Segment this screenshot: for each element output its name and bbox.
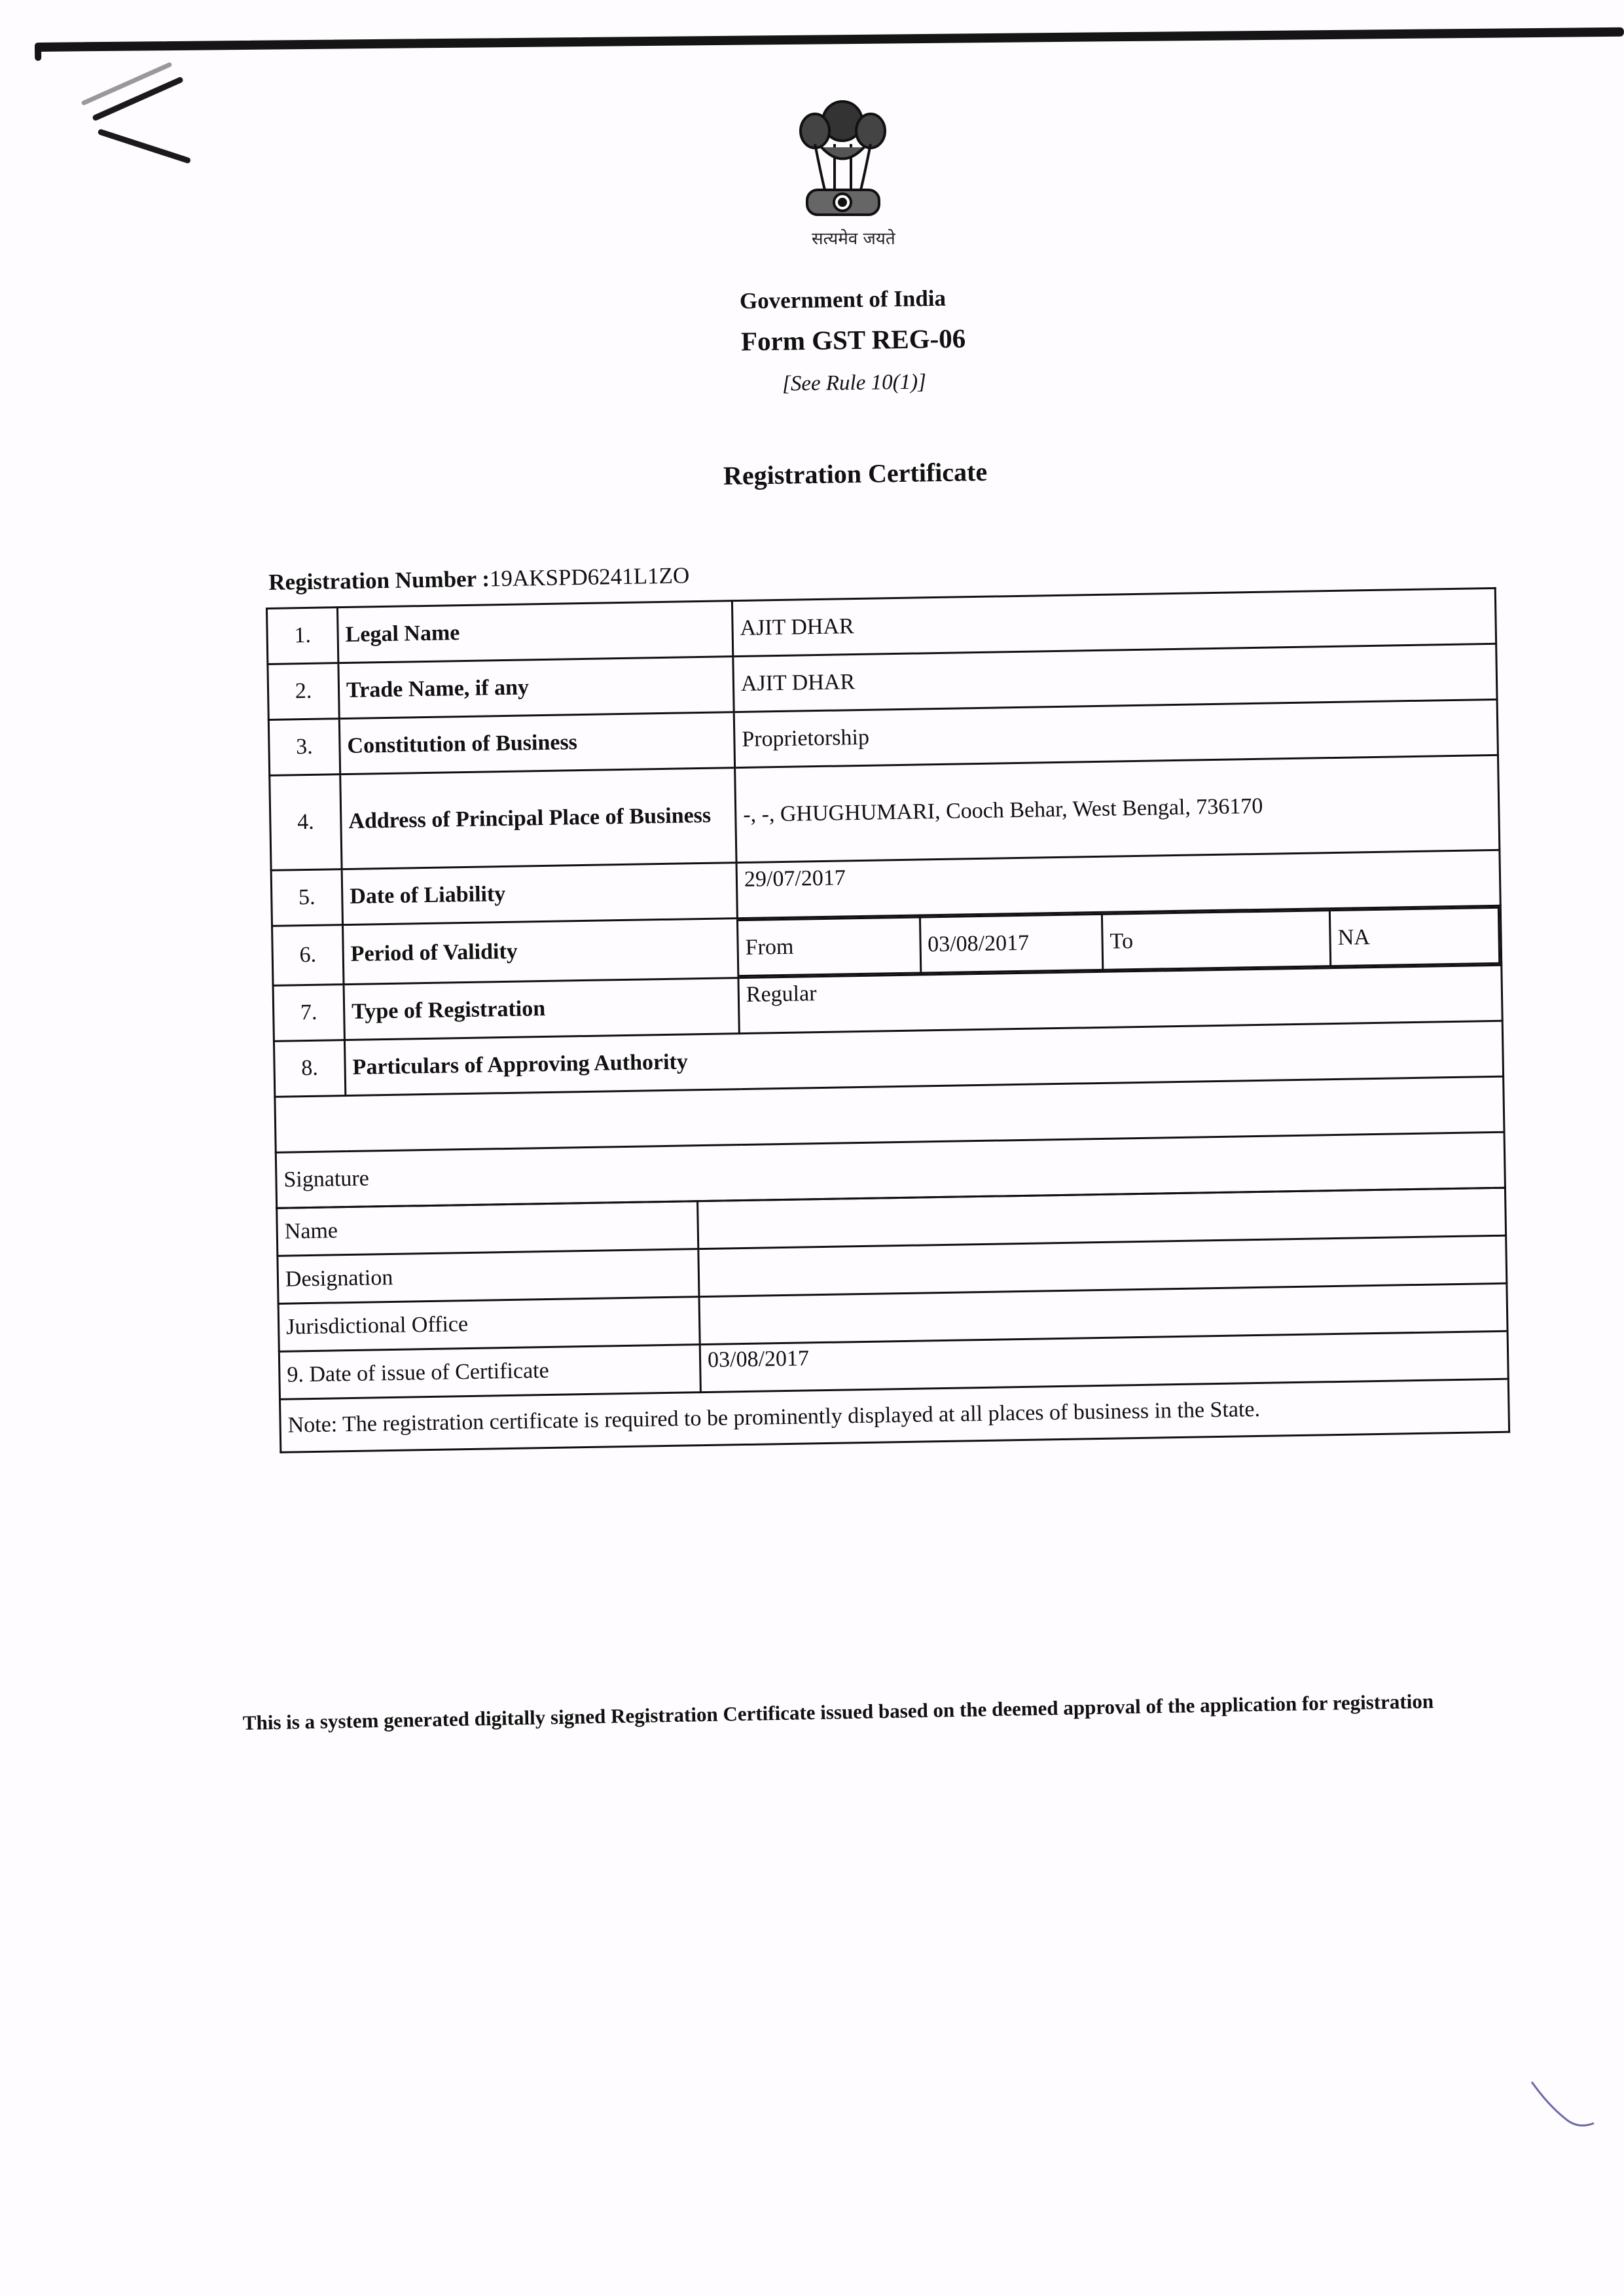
registration-type-value: Regular	[738, 965, 1502, 1033]
row-number: 5.	[271, 869, 342, 926]
display-note: Note: The registration certificate is required to be prominently displayed at all places of business in the State.	[280, 1379, 1509, 1452]
row-number: 1.	[266, 608, 338, 665]
designation-label: Designation	[278, 1249, 699, 1304]
address-value: -, -, GHUGHUMARI, Cooch Behar, West Bengal, 736170	[735, 755, 1500, 862]
constitution-value: Proprietorship	[734, 699, 1498, 767]
handwritten-tick-mark	[81, 62, 173, 105]
government-heading: Government of India	[739, 285, 947, 314]
jurisdictional-office-label: Jurisdictional Office	[278, 1297, 700, 1352]
form-title: Form GST REG-06	[740, 323, 966, 357]
row-number: 2.	[268, 663, 339, 720]
row-label: Legal Name	[337, 601, 732, 663]
issue-date-value: 03/08/2017	[700, 1331, 1508, 1392]
row-label: Address of Principal Place of Business	[340, 768, 736, 869]
date-of-liability-value: 29/07/2017	[736, 850, 1500, 918]
system-generated-footer: This is a system generated digitally signed Registration Certificate issued based on the deemed approval of the application for registration	[242, 1689, 1434, 1734]
row-number: 8.	[274, 1040, 345, 1097]
row-label: Particulars of Approving Authority	[344, 1021, 1503, 1095]
scan-border-line	[36, 27, 1624, 52]
issue-date-label: 9. Date of issue of Certificate	[279, 1345, 700, 1400]
handwritten-tick-mark	[92, 76, 184, 121]
certificate-body	[265, 549, 1510, 1453]
validity-to-label: To	[1102, 911, 1331, 970]
row-label: Period of Validity	[343, 919, 738, 985]
row-label: Date of Liability	[342, 863, 737, 925]
registration-details-table	[266, 587, 1506, 1209]
approving-authority-table	[276, 1187, 1510, 1453]
row-number: 3.	[268, 719, 340, 776]
trade-name-value: AJIT DHAR	[733, 644, 1497, 712]
row-label: Type of Registration	[344, 978, 739, 1040]
row-label: Trade Name, if any	[338, 657, 734, 719]
name-label: Name	[277, 1201, 698, 1256]
row-number: 7.	[273, 985, 344, 1042]
row-number: 4.	[270, 774, 342, 871]
pen-stroke-mark	[1528, 2079, 1600, 2134]
emblem-motto: सत्यमेव जयते	[812, 229, 895, 249]
handwritten-tick-mark	[98, 128, 192, 164]
certificate-title: Registration Certificate	[723, 456, 988, 491]
row-number: 6.	[272, 925, 344, 986]
rule-reference: [See Rule 10(1)]	[782, 370, 927, 396]
ashoka-lion-emblem-icon	[795, 85, 890, 223]
registration-number	[268, 549, 1496, 596]
legal-name-value: AJIT DHAR	[732, 588, 1496, 656]
validity-from-label: From	[738, 917, 920, 976]
row-label: Constitution of Business	[339, 712, 734, 774]
validity-period	[738, 907, 1500, 977]
registration-number-label: Registration Number :	[268, 566, 490, 595]
validity-from-value: 03/08/2017	[920, 914, 1103, 973]
signature-label: Signature	[276, 1132, 1505, 1208]
registration-number-value: 19AKSPD6241L1ZO	[489, 562, 690, 592]
validity-to-value: NA	[1330, 907, 1500, 966]
